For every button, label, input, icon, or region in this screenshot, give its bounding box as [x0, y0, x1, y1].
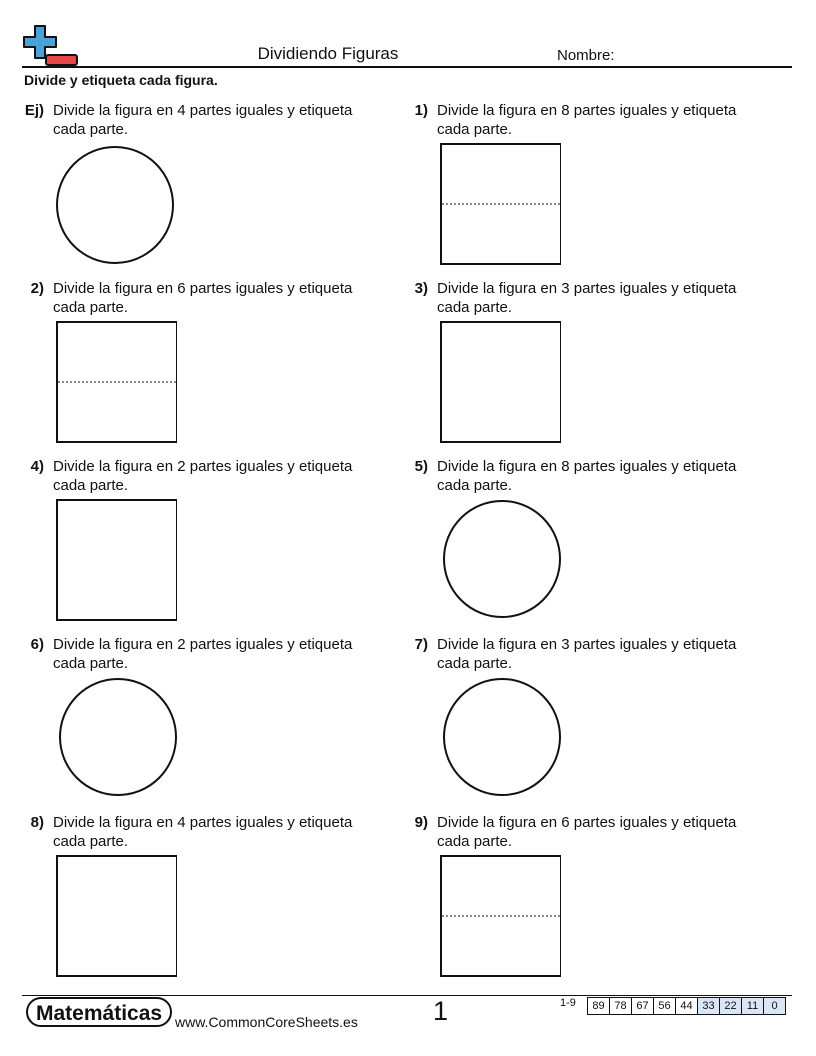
problem-text: Divide la figura en 4 partes iguales y etiqueta cada parte. [53, 814, 353, 850]
brand-badge: Matemáticas [26, 997, 172, 1027]
problem-text: Divide la figura en 3 partes iguales y etiqueta cada parte. [437, 280, 737, 316]
score-key-table [588, 997, 786, 1015]
square-shape[interactable] [53, 499, 177, 623]
problem-number: 9) [414, 814, 428, 831]
problem-text: Divide la figura en 3 partes iguales y etiqueta cada parte. [437, 636, 737, 672]
problem-text: Divide la figura en 6 partes iguales y etiqueta cada parte. [437, 814, 737, 850]
circle-shape[interactable] [437, 499, 561, 623]
problem-number: Ej) [24, 102, 44, 119]
problem-number: 3) [414, 280, 428, 297]
problem-number: 7) [414, 636, 428, 653]
circle-shape[interactable] [53, 677, 177, 801]
problem-text: Divide la figura en 4 partes iguales y etiqueta cada parte. [53, 102, 353, 138]
problem-number: 8) [30, 814, 44, 831]
problem-number: 5) [414, 458, 428, 475]
square-shape[interactable] [437, 321, 561, 445]
problem-text: Divide la figura en 6 partes iguales y etiqueta cada parte. [53, 280, 353, 316]
problem-text: Divide la figura en 2 partes iguales y etiqueta cada parte. [53, 458, 353, 494]
website-link[interactable]: www.CommonCoreSheets.es [175, 1014, 358, 1030]
problem-text: Divide la figura en 8 partes iguales y etiqueta cada parte. [437, 458, 737, 494]
score-cell: 67 [631, 997, 654, 1015]
problem-number: 6) [30, 636, 44, 653]
circle-shape[interactable] [53, 143, 177, 267]
header-divider [22, 66, 792, 68]
square-shape[interactable] [53, 321, 177, 445]
name-label: Nombre: [557, 47, 615, 64]
problem-text: Divide la figura en 8 partes iguales y etiqueta cada parte. [437, 102, 737, 138]
problem-number: 2) [30, 280, 44, 297]
score-range-label: 1-9 [560, 997, 576, 1009]
square-shape[interactable] [437, 855, 561, 979]
circle-shape[interactable] [437, 677, 561, 801]
score-cell: 0 [763, 997, 786, 1015]
problem-text: Divide la figura en 2 partes iguales y etiqueta cada parte. [53, 636, 353, 672]
problem-number: 4) [30, 458, 44, 475]
score-cell: 44 [675, 997, 698, 1015]
score-cell: 56 [653, 997, 676, 1015]
square-shape[interactable] [53, 855, 177, 979]
page-number: 1 [433, 996, 449, 1026]
problem-number: 1) [414, 102, 428, 119]
instructions: Divide y etiqueta cada figura. [24, 72, 218, 88]
page-title: Dividiendo Figuras [257, 44, 399, 63]
footer-divider [22, 995, 792, 996]
score-cell: 33 [697, 997, 720, 1015]
score-cell: 22 [719, 997, 742, 1015]
score-cell: 11 [741, 997, 764, 1015]
score-cell: 78 [609, 997, 632, 1015]
square-shape[interactable] [437, 143, 561, 267]
score-cell: 89 [587, 997, 610, 1015]
